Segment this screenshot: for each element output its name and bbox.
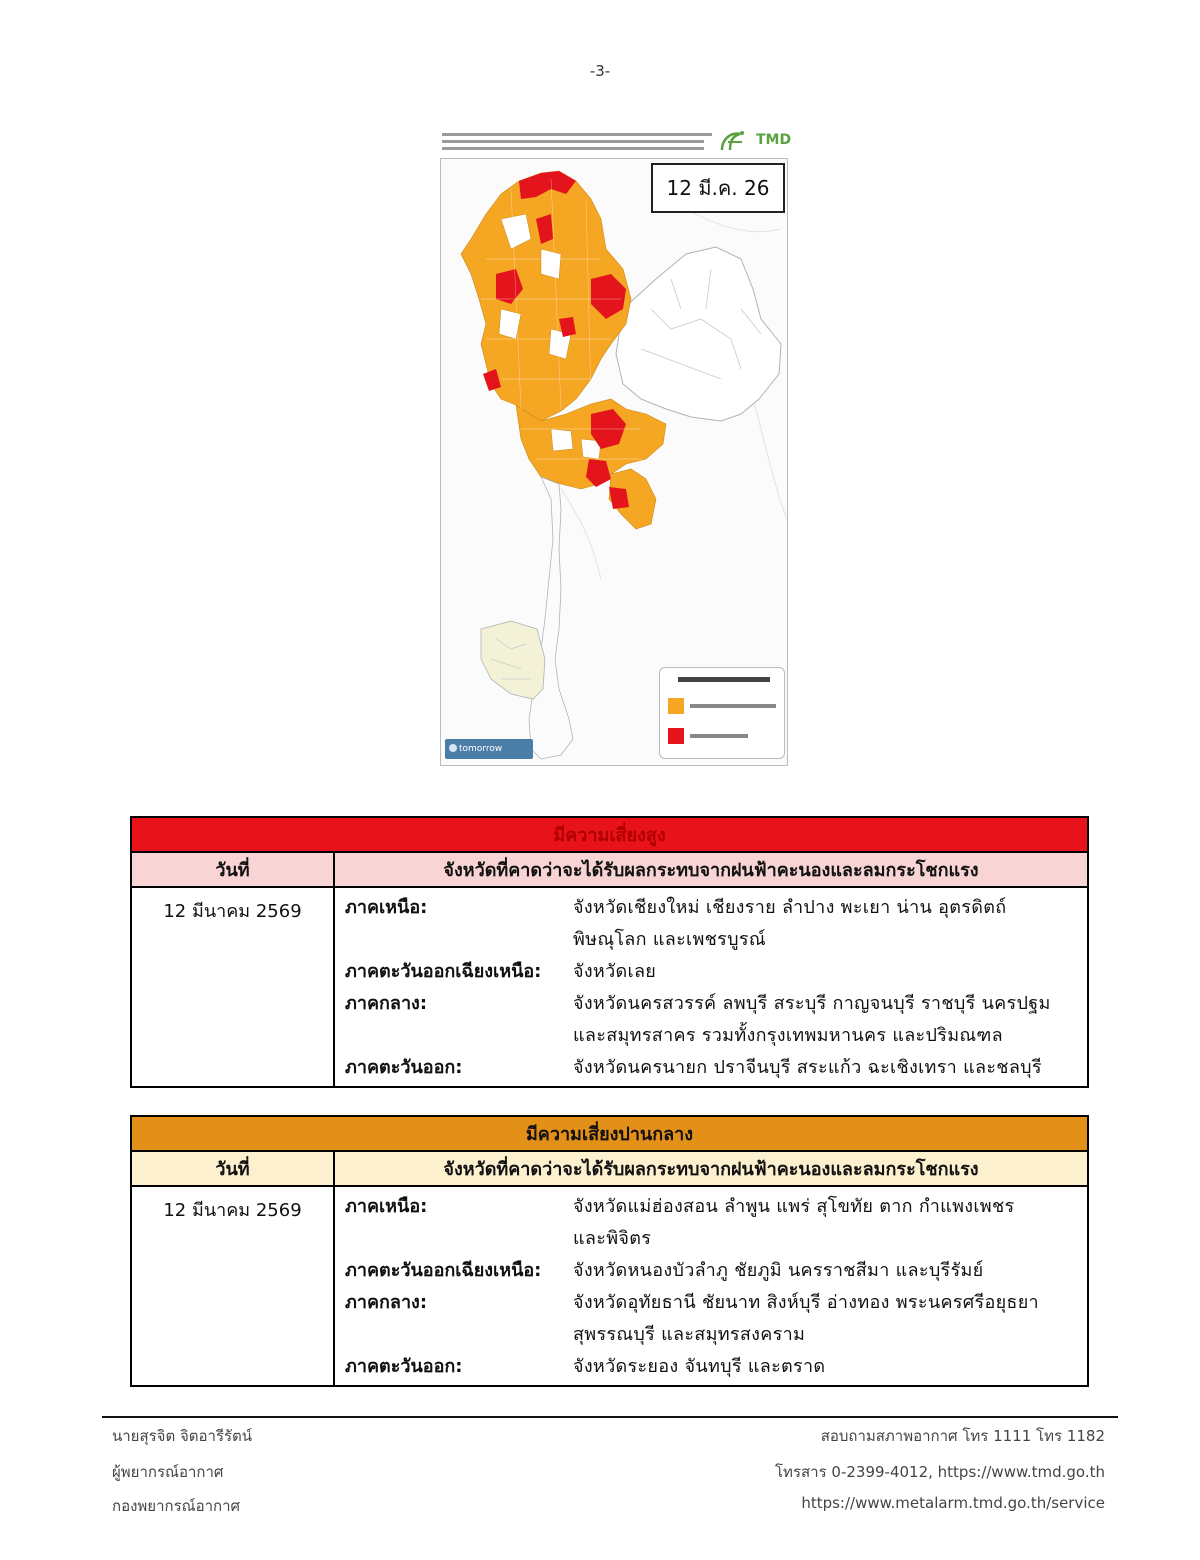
map-caption-line — [442, 140, 704, 143]
region-row — [345, 1255, 1077, 1287]
tmd-logo-icon — [718, 128, 748, 154]
province-list: และพิจิตร — [573, 1228, 652, 1249]
region-label-empty — [345, 1319, 573, 1351]
province-list: จังหวัดเลย — [573, 961, 657, 982]
date-cell: 12 มีนาคม 2569 — [131, 1186, 334, 1386]
region-row — [345, 1052, 1077, 1084]
provinces-column-header: จังหวัดที่คาดว่าจะได้รับผลกระทบจากฝนฟ้าคะนองและลมกระโชกแรง — [334, 1151, 1088, 1186]
region-label: ภาคตะวันออก: — [345, 1356, 463, 1377]
region-row — [345, 1287, 1077, 1319]
page-number: -3- — [589, 62, 611, 80]
region-label: ภาคตะวันออก: — [345, 1057, 463, 1078]
province-list: พิษณุโลก และเพชรบูรณ์ — [573, 929, 766, 950]
region-label-empty — [345, 1223, 573, 1255]
south-region — [481, 621, 545, 699]
region-label: ภาคเหนือ: — [345, 1196, 428, 1217]
high-risk-table — [130, 816, 1089, 1088]
region-label: ภาคตะวันออกเฉียงเหนือ: — [345, 1260, 542, 1281]
map-header — [440, 128, 792, 158]
region-row — [345, 892, 1077, 924]
legend-swatch-high — [668, 728, 684, 744]
region-row-continued — [345, 1319, 1077, 1351]
forecaster-division: กองพยากรณ์อากาศ — [112, 1497, 241, 1515]
provinces-cell — [334, 887, 1088, 1087]
region-label: ภาคกลาง: — [345, 1292, 428, 1313]
high-risk-title: มีความเสี่ยงสูง — [131, 817, 1088, 852]
contact-phone: สอบถามสภาพอากาศ โทร 1111 โทร 1182 — [820, 1427, 1105, 1445]
province-list: จังหวัดนครสวรรค์ ลพบุรี สระบุรี กาญจนบุรี ราชบุรี นครปฐม — [573, 993, 1051, 1014]
provinces-cell — [334, 1186, 1088, 1386]
thailand-map — [440, 158, 788, 766]
date-column-header: วันที่ — [131, 1151, 334, 1186]
region-label: ภาคกลาง: — [345, 993, 428, 1014]
region-row-continued — [345, 1223, 1077, 1255]
provinces-column-header: จังหวัดที่คาดว่าจะได้รับผลกระทบจากฝนฟ้าคะนองและลมกระโชกแรง — [334, 852, 1088, 887]
tomorrow-watermark: tomorrow — [445, 739, 533, 759]
region-row — [345, 1191, 1077, 1223]
region-row-continued — [345, 924, 1077, 956]
province-list: จังหวัดแม่ฮ่องสอน ลำพูน แพร่ สุโขทัย ตาก กำแพงเพชร — [573, 1196, 1015, 1217]
legend-title-line — [678, 677, 770, 682]
forecaster-name: นายสุรจิต จิตอารีรัตน์ — [112, 1427, 253, 1445]
region-label-empty — [345, 924, 573, 956]
region-row — [345, 1351, 1077, 1383]
map-caption-line — [442, 147, 704, 150]
map-date-label: 12 มี.ค. 26 — [651, 163, 785, 213]
risk-map-figure — [440, 128, 792, 768]
region-label: ภาคเหนือ: — [345, 897, 428, 918]
province-list: จังหวัดอุทัยธานี ชัยนาท สิงห์บุรี อ่างทอง พระนครศรีอยุธยา — [573, 1292, 1039, 1313]
date-column-header: วันที่ — [131, 852, 334, 887]
forecaster-title: ผู้พยากรณ์อากาศ — [112, 1463, 224, 1481]
region-row — [345, 988, 1077, 1020]
date-cell: 12 มีนาคม 2569 — [131, 887, 334, 1087]
map-caption-line — [442, 133, 712, 136]
medium-risk-title: มีความเสี่ยงปานกลาง — [131, 1116, 1088, 1151]
province-list: และสมุทรสาคร รวมทั้งกรุงเทพมหานคร และปริมณฑล — [573, 1025, 1003, 1046]
province-list: จังหวัดหนองบัวลำภู ชัยภูมิ นครราชสีมา และบุรีรัมย์ — [573, 1260, 984, 1281]
region-label: ภาคตะวันออกเฉียงเหนือ: — [345, 961, 542, 982]
province-list: จังหวัดระยอง จันทบุรี และตราด — [573, 1356, 826, 1377]
map-legend — [659, 667, 785, 759]
region-row-continued — [345, 1020, 1077, 1052]
region-label-empty — [345, 1020, 573, 1052]
province-list: สุพรรณบุรี และสมุทรสงคราม — [573, 1324, 806, 1345]
contact-fax-website[interactable]: โทรสาร 0-2399-4012, https://www.tmd.go.th — [775, 1463, 1105, 1481]
legend-label-line — [690, 704, 776, 708]
footer-divider — [102, 1416, 1118, 1418]
legend-swatch-medium — [668, 698, 684, 714]
tmd-logo-text: TMD — [756, 132, 792, 148]
medium-risk-table — [130, 1115, 1089, 1387]
metalarm-link[interactable]: https://www.metalarm.tmd.go.th/service — [801, 1494, 1105, 1512]
province-list: จังหวัดนครนายก ปราจีนบุรี สระแก้ว ฉะเชิงเทรา และชลบุรี — [573, 1057, 1042, 1078]
legend-label-line — [690, 734, 748, 738]
province-list: จังหวัดเชียงใหม่ เชียงราย ลำปาง พะเยา น่าน อุตรดิตถ์ — [573, 897, 1007, 918]
northeast-region — [616, 247, 781, 421]
region-row — [345, 956, 1077, 988]
